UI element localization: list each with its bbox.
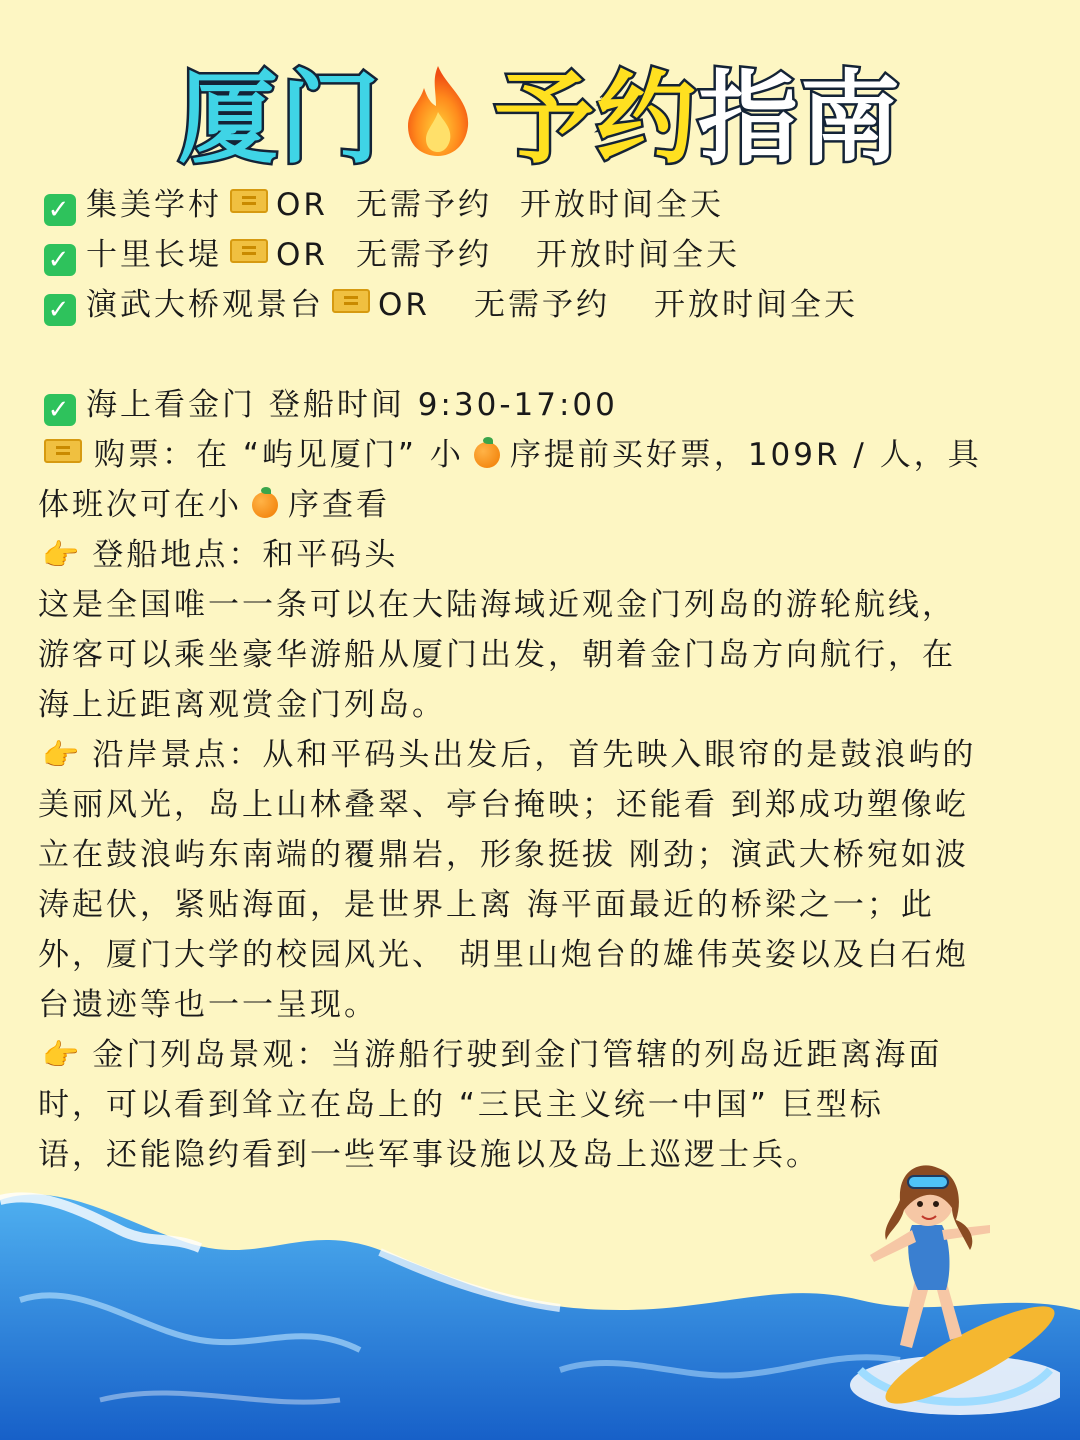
- boat-heading-text: 海上看金门 登船时间 9:30-17:00: [86, 387, 618, 423]
- coast-text: 沿岸景点：从和平码头出发后，首先映入眼帘的是鼓浪屿的: [92, 737, 977, 773]
- coast-line: 美丽风光，岛上山林叠翠、亭台掩映；还能看 到郑成功塑像屹: [38, 787, 969, 823]
- pointing-hand-icon: 👉: [42, 1038, 83, 1073]
- hours-label: 开放时间全天: [535, 237, 740, 273]
- fire-icon: [396, 62, 480, 158]
- boarding-point: [38, 530, 1048, 580]
- place-name: 演武大桥观景台: [86, 287, 324, 323]
- ticket-icon: [44, 439, 82, 463]
- reserve-label: 无需予约: [355, 237, 492, 273]
- place-name: 十里长堤: [86, 237, 222, 273]
- coast-line: 台遗迹等也一一呈现。: [38, 987, 378, 1023]
- title-part-guide: 指南: [698, 60, 902, 177]
- ticket-icon: [230, 239, 268, 263]
- title-part-xiamen: 厦门: [178, 60, 382, 177]
- hours-label: 开放时间全天: [519, 187, 724, 223]
- page-title: [0, 50, 1080, 177]
- list-item: [38, 230, 1048, 280]
- check-icon: ✓: [44, 244, 76, 276]
- place-name: 集美学村: [86, 187, 222, 223]
- list-item: [38, 280, 1048, 330]
- ticket-text-d: 序查看: [288, 487, 390, 523]
- check-icon: ✓: [44, 194, 76, 226]
- desc-line: 这是全国唯一一条可以在大陆海域近观金门列岛的游轮航线，: [38, 587, 956, 623]
- coast-line: 涛起伏，紧贴海面，是世界上离 海平面最近的桥梁之一；此: [38, 887, 935, 923]
- surfer-girl-illustration: [820, 1130, 1060, 1430]
- or-label: OR: [276, 237, 328, 273]
- coast-line: 外，厦门大学的校园风光、 胡里山炮台的雄伟英姿以及白石炮: [38, 937, 969, 973]
- ticket-info-line-2: [38, 480, 1048, 530]
- or-label: OR: [276, 187, 328, 223]
- list-item: [38, 180, 1048, 230]
- kinmen-line: [38, 1030, 1048, 1080]
- or-label: OR: [378, 287, 430, 323]
- reserve-label: 无需予约: [473, 287, 610, 323]
- boat-heading: [38, 380, 1048, 430]
- hours-label: 开放时间全天: [653, 287, 858, 323]
- ticket-text-b: 序提前买好票，109R / 人，具: [509, 437, 982, 473]
- kinmen-line: 时，可以看到耸立在岛上的 “三民主义统一中国” 巨型标: [38, 1087, 884, 1123]
- pointing-hand-icon: 👉: [42, 738, 83, 773]
- reserve-label: 无需予约: [355, 187, 492, 223]
- ticket-icon: [332, 289, 370, 313]
- coast-line: [38, 730, 1048, 780]
- ticket-info-line-1: [38, 430, 1048, 480]
- check-icon: ✓: [44, 394, 76, 426]
- check-icon: ✓: [44, 294, 76, 326]
- orange-icon: [252, 492, 278, 518]
- ticket-text-a: 购票：在 “屿见厦门” 小: [94, 437, 464, 473]
- desc-line: 海上近距离观赏金门列岛。: [38, 687, 446, 723]
- pointing-hand-icon: 👉: [42, 538, 83, 573]
- ticket-icon: [230, 189, 268, 213]
- title-part-reserve: 予约: [494, 60, 698, 177]
- kinmen-line: 语，还能隐约看到一些军事设施以及岛上巡逻士兵。: [38, 1137, 820, 1173]
- ticket-text-c: 体班次可在小: [38, 487, 242, 523]
- boarding-text: 登船地点：和平码头: [92, 537, 399, 573]
- kinmen-text: 金门列岛景观：当游船行驶到金门管辖的列岛近距离海面: [92, 1037, 943, 1073]
- desc-line: 游客可以乘坐豪华游船从厦门出发，朝着金门岛方向航行，在: [38, 637, 956, 673]
- coast-line: 立在鼓浪屿东南端的覆鼎岩，形象挺拔 刚劲；演武大桥宛如波: [38, 837, 969, 873]
- orange-icon: [474, 442, 500, 468]
